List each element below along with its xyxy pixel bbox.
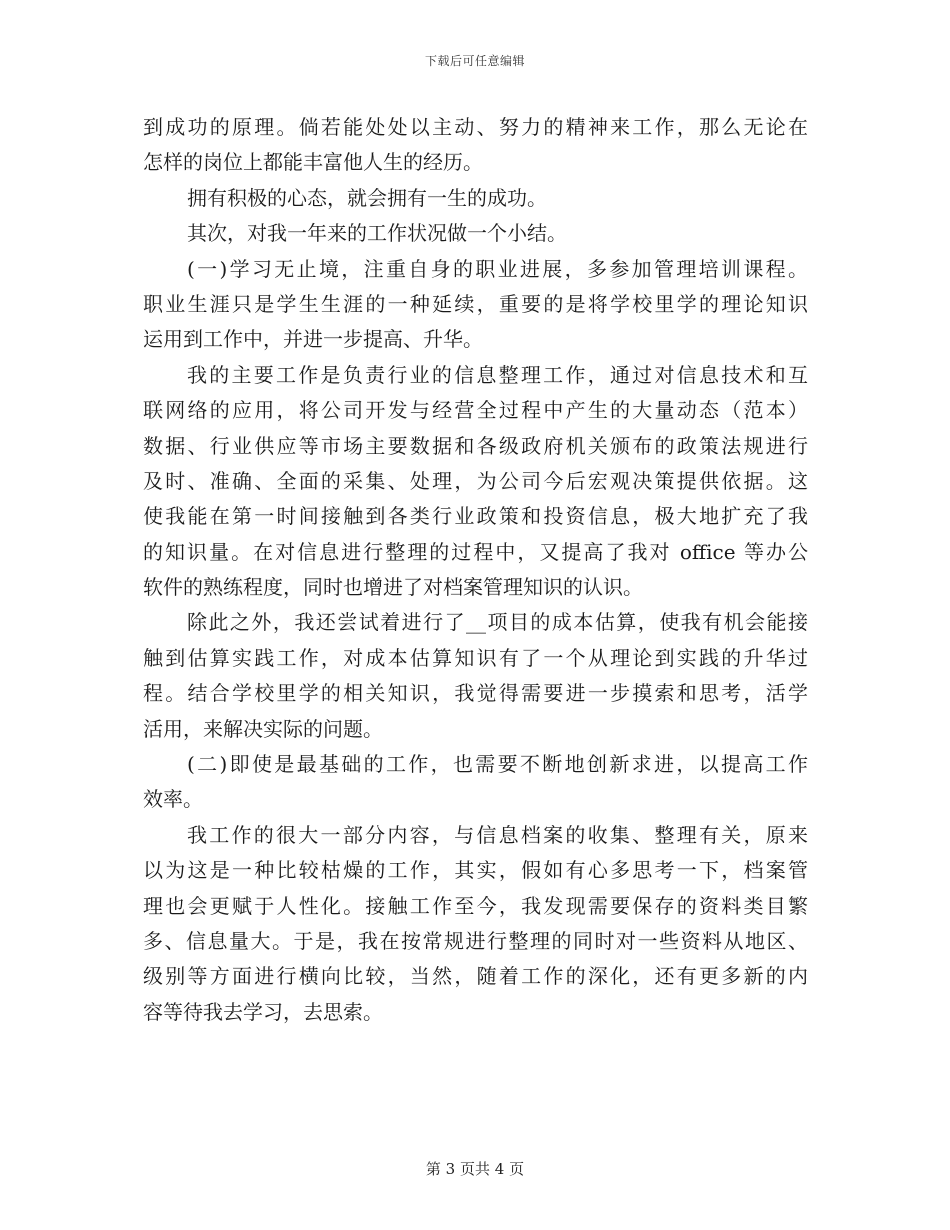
text-line: 其次，对我一年来的工作状况做一个小结。: [187, 221, 567, 246]
text-line: 除此之外，我还尝试着进行了__项目的成本估算，使我有机会能接: [187, 610, 808, 635]
text-line: 我工作的很大一部分内容，与信息档案的收集、整理有关，原来: [187, 822, 808, 847]
text-line: 容等待我去学习，去思索。: [143, 999, 383, 1024]
text-line: (一)学习无止境，注重自身的职业进展，多参加管理培训课程。: [187, 256, 808, 281]
text-line: 效率。: [143, 787, 203, 812]
text-line: 我的主要工作是负责行业的信息整理工作，通过对信息技术和互: [187, 362, 808, 387]
text-line: 以为这是一种比较枯燥的工作，其实，假如有心多思考一下，档案管: [143, 858, 808, 883]
text-line: 理也会更赋于人性化。接触工作至今，我发现需要保存的资料类目繁: [143, 893, 808, 918]
page-header-note: 下载后可任意编辑: [424, 54, 525, 68]
text-line: 怎样的岗位上都能丰富他人生的经历。: [143, 150, 483, 175]
text-line: 使我能在第一时间接触到各类行业政策和投资信息，极大地扩充了我: [143, 504, 808, 529]
text-line: 活用，来解决实际的问题。: [143, 716, 383, 741]
text-line: 职业生涯只是学生生涯的一种延续，重要的是将学校里学的理论知识: [143, 291, 808, 316]
page-number: 第 3 页共 4 页: [425, 1160, 525, 1178]
text-line: 触到估算实践工作，对成本估算知识有了一个从理论到实践的升华过: [143, 645, 808, 670]
text-line: 级别等方面进行横向比较，当然，随着工作的深化，还有更多新的内: [143, 964, 808, 989]
text-line: (二)即使是最基础的工作，也需要不断地创新求进，以提高工作: [187, 752, 808, 777]
text-line: 的知识量。在对信息进行整理的过程中，又提高了我对 office 等办公: [143, 539, 808, 564]
text-line: 到成功的原理。倘若能处处以主动、努力的精神来工作，那么无论在: [143, 115, 808, 139]
text-line: 运用到工作中，并进一步提高、升华。: [143, 327, 483, 352]
text-line: 程。结合学校里学的相关知识，我觉得需要进一步摸索和思考，活学: [143, 681, 808, 706]
text-line: 软件的熟练程度，同时也增进了对档案管理知识的认识。: [143, 575, 643, 600]
text-line: 联网络的应用，将公司开发与经营全过程中产生的大量动态（范本）: [143, 398, 808, 423]
document-body: [143, 110, 808, 1030]
text-line: 拥有积极的心态，就会拥有一生的成功。: [187, 185, 547, 210]
text-line: 数据、行业供应等市场主要数据和各级政府机关颁布的政策法规进行: [143, 433, 808, 458]
text-line: 多、信息量大。于是，我在按常规进行整理的同时对一些资料从地区、: [143, 928, 808, 953]
text-line: 及时、准确、全面的采集、处理，为公司今后宏观决策提供依据。这: [143, 468, 808, 493]
